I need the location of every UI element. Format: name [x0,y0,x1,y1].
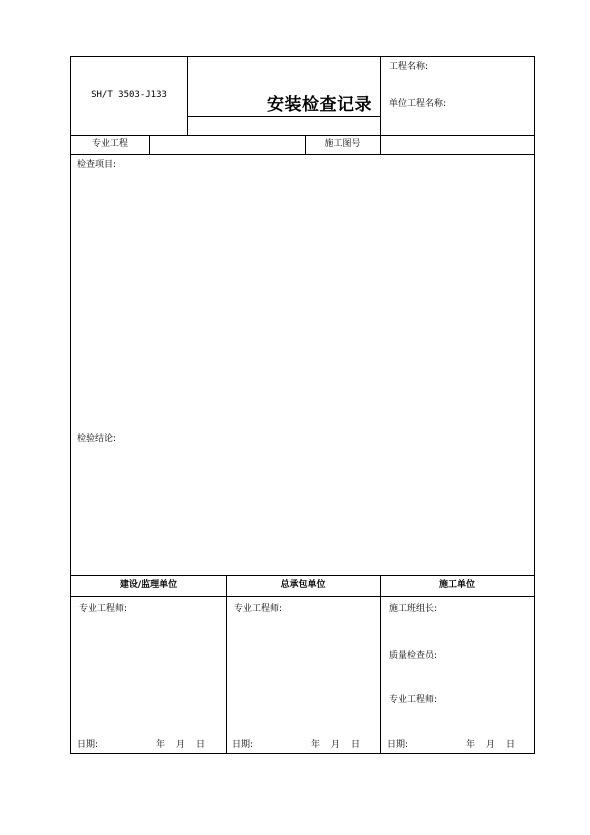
construction-engineer-label: 专业工程师: [389,695,438,705]
unit-project-name-label: 单位工程名称: [389,99,447,109]
construction-date-year: 年 [466,740,476,750]
construction-unit-header: 施工单位 [438,580,475,590]
drawing-no-label: 施工图号 [324,139,361,149]
construction-date-label: 日期: [387,740,409,750]
conclusion-label: 检验结论: [77,434,117,444]
owner-date-label: 日期: [77,740,99,750]
header-divider-right [380,57,381,135]
construction-date-month: 月 [486,740,496,750]
owner-date-day: 日 [196,740,206,750]
construction-date-day: 日 [506,740,516,750]
signature-divider-2 [380,575,381,753]
page-title: 安装检查记录 [267,95,372,115]
specialty-label: 专业工程 [91,139,128,149]
contractor-date-label: 日期: [232,740,254,750]
contractor-date-year: 年 [311,740,321,750]
owner-engineer-label: 专业工程师: [79,604,128,614]
owner-date-year: 年 [156,740,166,750]
contractor-date-month: 月 [331,740,341,750]
title-underline [187,116,380,117]
quality-inspector-label: 质量检查员: [389,651,438,661]
standard-code: SH/T 3503-J133 [91,90,167,100]
inspection-record-form [70,56,535,754]
inspection-items-label: 检查项目: [77,160,117,170]
info-row-bottom-line [71,154,534,155]
signature-top-line [71,575,534,576]
contractor-date-day: 日 [351,740,361,750]
team-leader-label: 施工班组长: [389,604,438,614]
info-divider-1 [149,135,150,154]
project-name-label: 工程名称: [389,62,429,72]
signature-divider-1 [226,575,227,753]
owner-date-month: 月 [176,740,186,750]
contractor-engineer-label: 专业工程师: [234,604,283,614]
info-divider-3 [380,135,381,154]
signature-header-bottom-line [71,596,534,597]
owner-supervisor-header: 建设/监理单位 [119,580,178,590]
header-bottom-line [71,135,534,136]
header-divider-left [187,57,188,135]
general-contractor-header: 总承包单位 [280,580,326,590]
